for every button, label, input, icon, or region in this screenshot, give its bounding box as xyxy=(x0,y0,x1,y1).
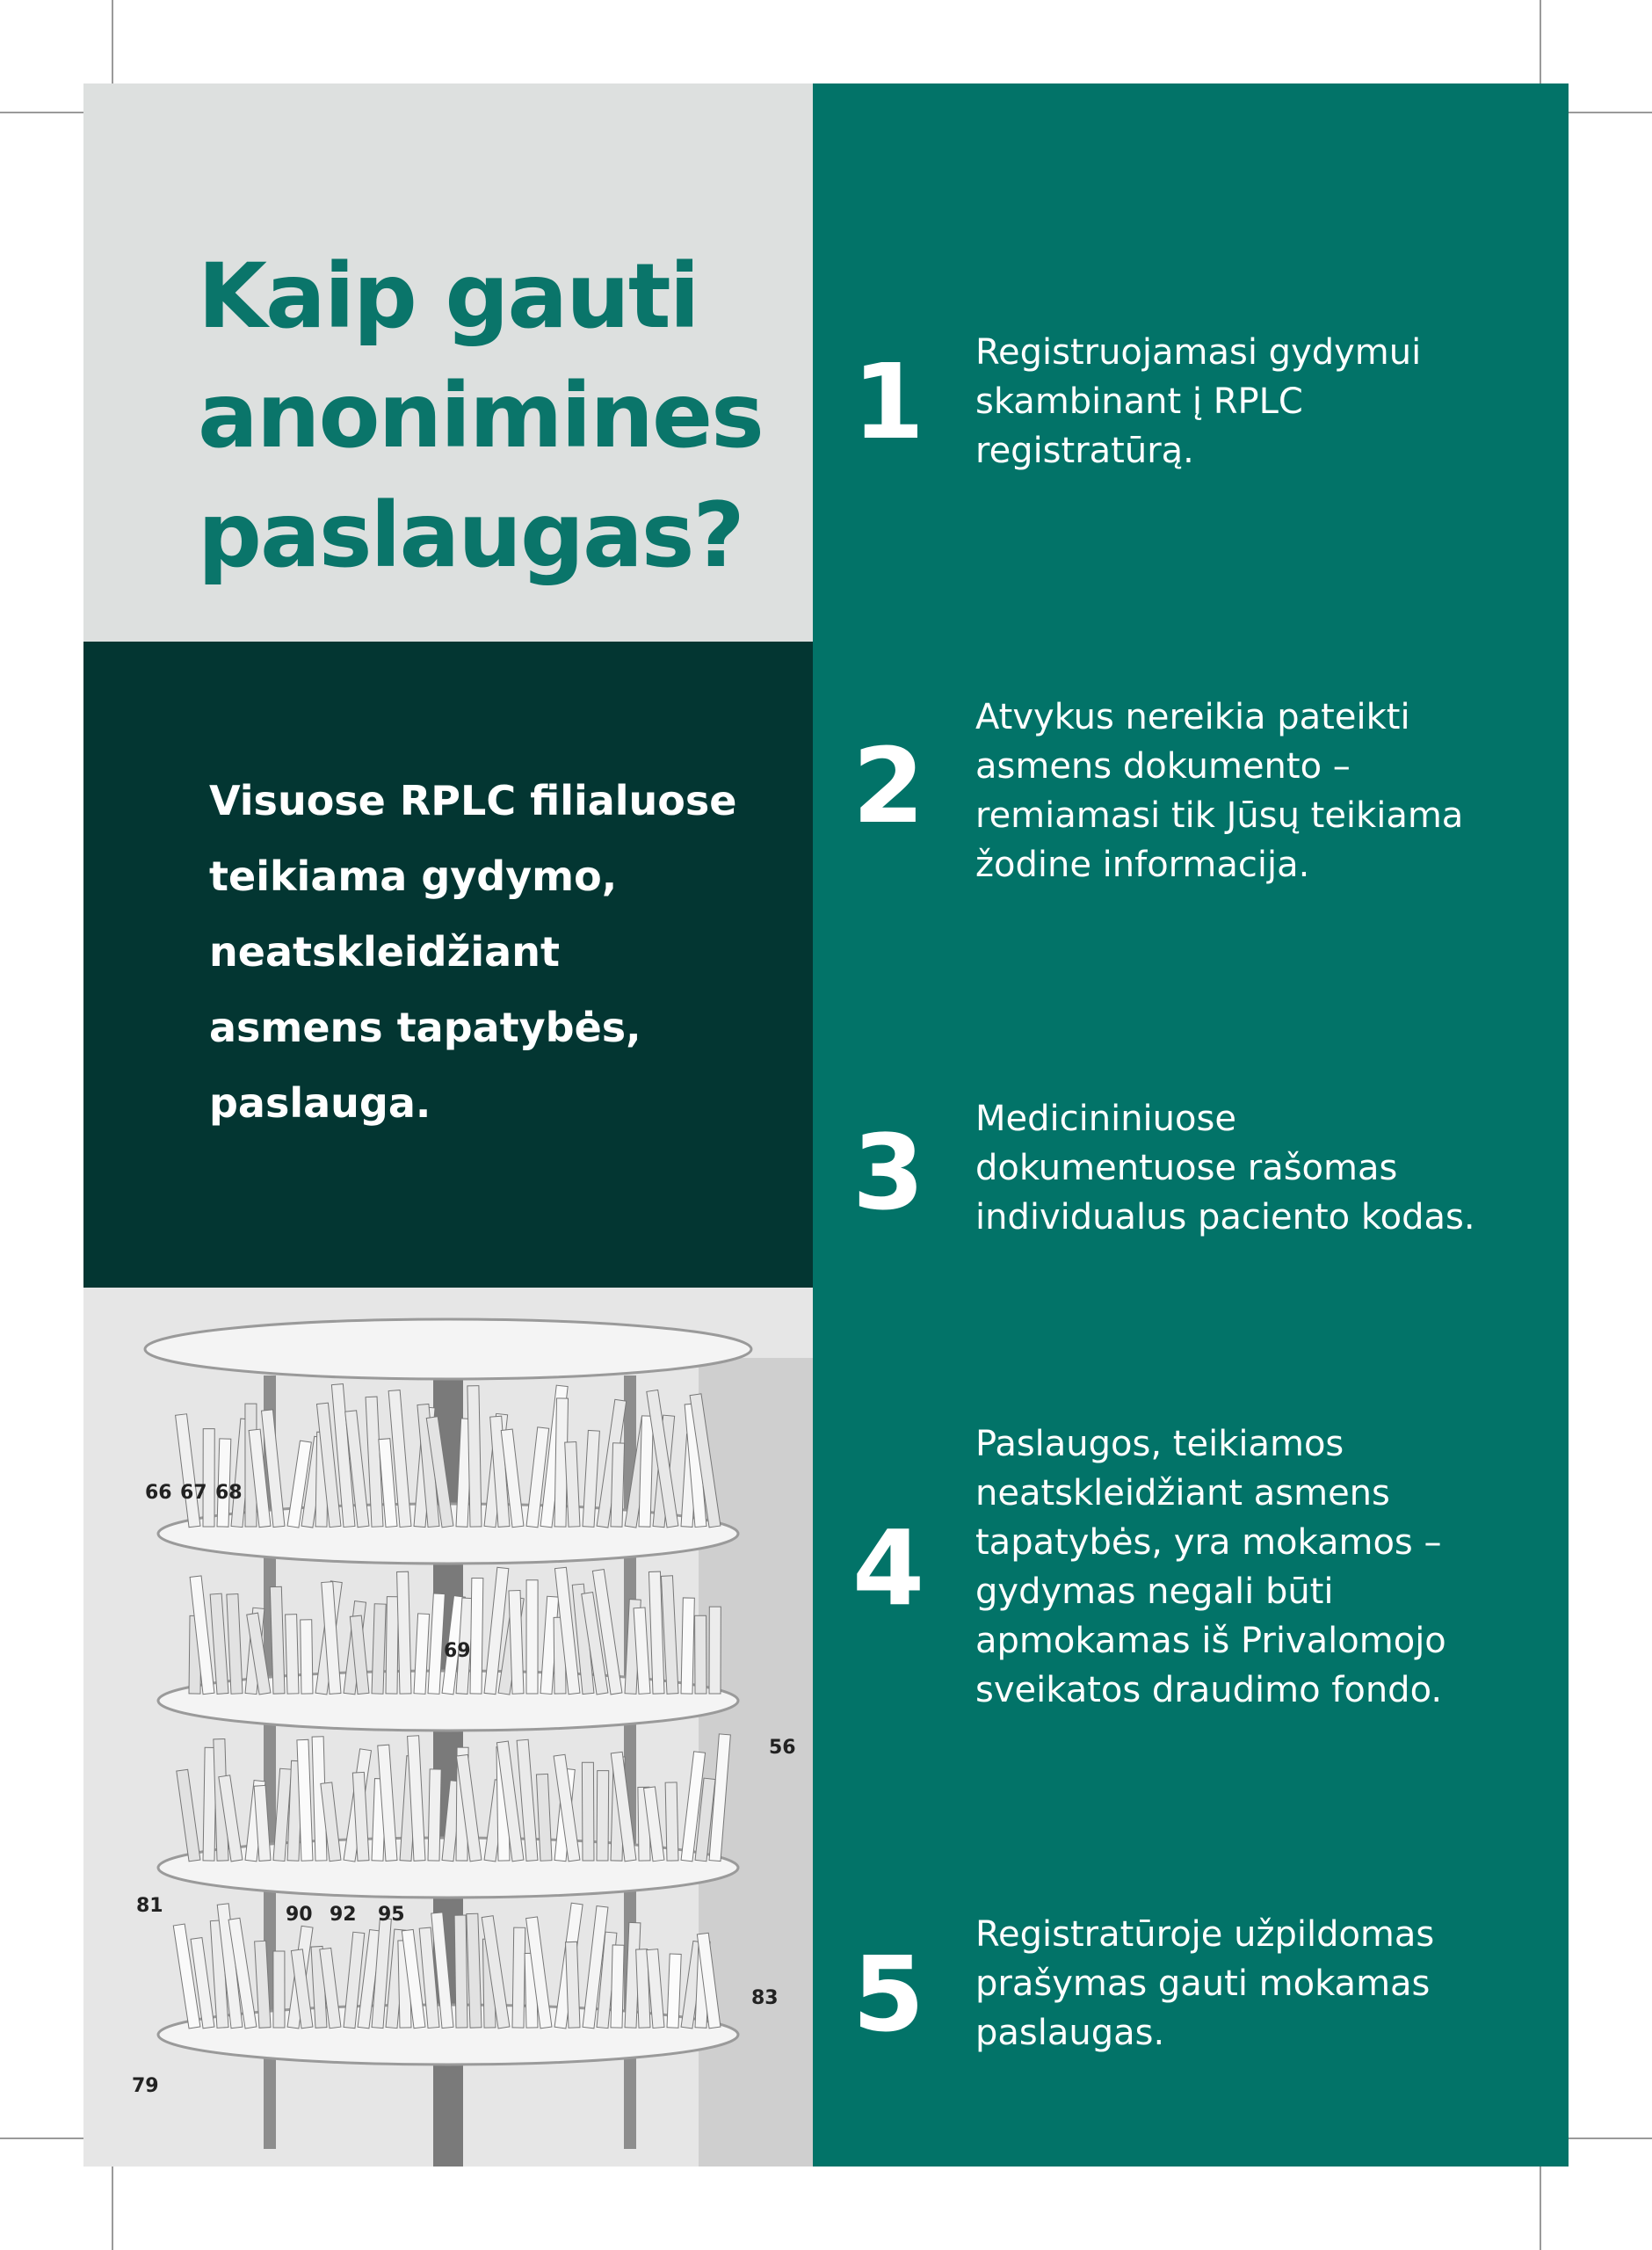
step-number: 3 xyxy=(852,1112,925,1233)
step-number: 5 xyxy=(852,1934,925,2055)
crop-mark xyxy=(1540,0,1541,83)
shelf-number-tag: 67 xyxy=(180,1482,207,1504)
record-folder xyxy=(526,1580,538,1694)
record-folder xyxy=(667,1954,681,2028)
step-text xyxy=(975,328,1551,475)
step-line: prašymas gauti mokamas xyxy=(975,1963,1431,2004)
crop-mark xyxy=(1569,112,1652,113)
page-title xyxy=(198,237,795,596)
record-folder xyxy=(611,1443,625,1527)
shelf-number-tag: 56 xyxy=(769,1737,796,1759)
step-line: žodine informacija. xyxy=(975,845,1310,885)
step-line: skambinant į RPLC xyxy=(975,381,1303,422)
record-folder xyxy=(665,1782,678,1861)
crop-mark xyxy=(112,0,113,83)
title-panel xyxy=(83,83,813,642)
step-line: neatskleidžiant asmens xyxy=(975,1473,1390,1513)
crop-mark xyxy=(112,2167,113,2250)
step-line: apmokamas iš Privalomojo xyxy=(975,1621,1446,1661)
step-line: paslaugas. xyxy=(975,2013,1165,2053)
record-folder xyxy=(397,1571,411,1694)
step-line: Atvykus nereikia pateikti xyxy=(975,697,1410,737)
step-line: tapatybės, yra mokamos – xyxy=(975,1522,1442,1563)
record-folder xyxy=(273,1951,285,2028)
shelf-number-tag: 83 xyxy=(751,1987,779,2009)
title-line: paslaugas? xyxy=(198,483,743,588)
record-folder xyxy=(695,1615,706,1694)
crop-mark xyxy=(0,112,83,113)
record-folder xyxy=(639,1416,653,1527)
intro-text xyxy=(209,763,772,1141)
intro-line: teikiama gydymo, xyxy=(209,853,618,900)
shelf-number-tag: 79 xyxy=(132,2075,159,2097)
step-line: Registruojamasi gydymui xyxy=(975,332,1422,373)
intro-line: paslauga. xyxy=(209,1079,431,1127)
steps-panel xyxy=(813,83,1569,2167)
shelf-number-tag: 95 xyxy=(378,1904,405,1926)
step-line: Medicininiuose xyxy=(975,1099,1236,1139)
step-text xyxy=(975,1419,1551,1715)
step-text xyxy=(975,693,1551,889)
shelf-number-tag: 92 xyxy=(330,1904,357,1926)
record-folder xyxy=(470,1578,483,1694)
step-text xyxy=(975,1910,1551,2058)
shelf-number-tag: 66 xyxy=(145,1482,172,1504)
title-line: Kaip gauti xyxy=(198,244,699,349)
shelf-disc xyxy=(145,1319,751,1379)
intro-line: Visuose RPLC filialuose xyxy=(209,777,737,824)
record-folder xyxy=(203,1429,214,1527)
record-folder xyxy=(301,1620,313,1694)
record-folder xyxy=(709,1607,721,1694)
intro-panel xyxy=(83,642,813,1288)
step-number: 2 xyxy=(852,725,925,846)
record-folder xyxy=(597,1771,609,1861)
step-line: sveikatos draudimo fondo. xyxy=(975,1670,1443,1710)
shelf-number-tag: 90 xyxy=(286,1904,313,1926)
record-folder xyxy=(566,1942,580,2028)
step-line: Paslaugos, teikiamos xyxy=(975,1424,1344,1464)
crop-mark xyxy=(1569,2138,1652,2139)
shelf-illustration xyxy=(83,1288,813,2167)
records-shelf-photo xyxy=(83,1288,813,2167)
shelf-number-tag: 68 xyxy=(215,1482,243,1504)
record-folder xyxy=(386,1597,398,1694)
record-folder xyxy=(428,1769,441,1861)
intro-line: neatskleidžiant xyxy=(209,928,560,976)
title-line: anonimines xyxy=(198,364,763,468)
leaflet-page xyxy=(83,83,1569,2167)
step-line: asmens dokumento – xyxy=(975,746,1351,787)
crop-mark xyxy=(1540,2167,1541,2250)
step-number: 1 xyxy=(852,341,925,462)
record-folder xyxy=(286,1615,299,1695)
crop-mark xyxy=(0,2138,83,2139)
step-number: 4 xyxy=(852,1507,925,1629)
record-folder xyxy=(467,1386,482,1528)
step-text xyxy=(975,1094,1551,1242)
record-folder xyxy=(582,1762,594,1861)
record-folder xyxy=(681,1598,694,1694)
record-folder xyxy=(454,1915,467,2028)
record-folder xyxy=(512,1927,525,2028)
step-line: individualus paciento kodas. xyxy=(975,1197,1475,1238)
record-folder xyxy=(372,1604,386,1694)
shelf-number-tag: 69 xyxy=(444,1640,471,1662)
intro-line: asmens tapatybės, xyxy=(209,1004,641,1051)
step-line: dokumentuose rašomas xyxy=(975,1148,1398,1188)
step-line: Registratūroje užpildomas xyxy=(975,1914,1435,1955)
shelf-number-tag: 81 xyxy=(136,1895,163,1917)
step-line: registratūrą. xyxy=(975,431,1194,471)
record-folder xyxy=(611,1945,624,2028)
step-line: remiamasi tik Jūsų teikiama xyxy=(975,795,1464,836)
step-line: gydymas negali būti xyxy=(975,1571,1334,1612)
